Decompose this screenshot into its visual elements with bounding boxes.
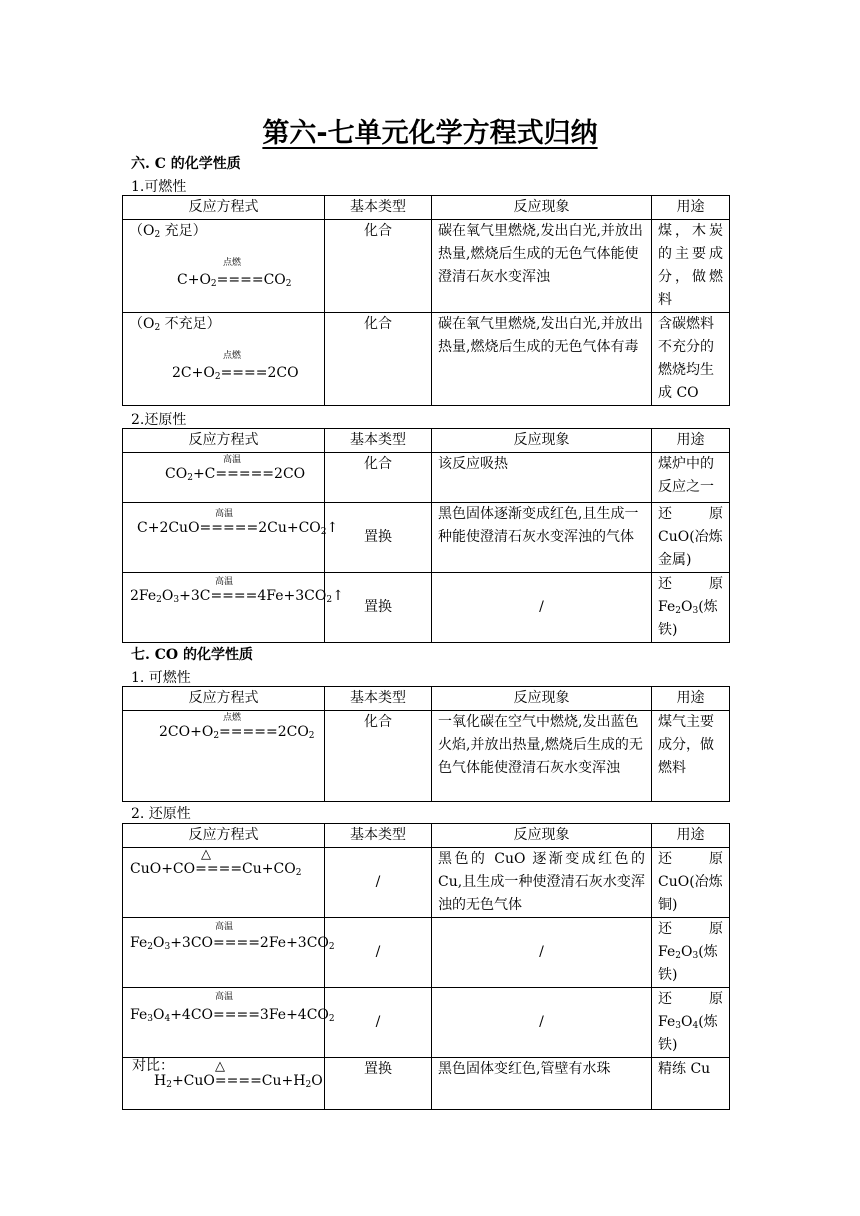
type-cell: 置换 xyxy=(325,1058,432,1110)
use-cell: 还原 $Fe_2O_3$(炼铁) xyxy=(652,918,730,988)
header-equation: 反应方程式 xyxy=(123,687,325,711)
header-phenomenon: 反应现象 xyxy=(432,429,652,453)
condition-note: （$O_2$ 充足） xyxy=(129,223,207,240)
header-use: 用途 xyxy=(652,824,730,848)
header-use: 用途 xyxy=(652,429,730,453)
header-phenomenon: 反应现象 xyxy=(432,687,652,711)
use-cell: 精练 Cu xyxy=(652,1058,730,1110)
table-header-row xyxy=(123,429,730,453)
phenomenon-cell: 一氧化碳在空气中燃烧,发出蓝色火焰,并放出热量,燃烧后生成的无色气体能使澄清石灰水变浑浊 xyxy=(432,711,652,802)
use-cell: 煤，木炭的主要成分，做燃料 xyxy=(652,220,730,313)
table-header-row xyxy=(123,196,730,220)
reaction-condition: 高温 xyxy=(215,577,234,587)
equation-text: $H_2+CuO====Cu+H_2O$ xyxy=(154,1073,323,1090)
reaction-condition: 高温 xyxy=(215,992,234,1002)
equation-cell xyxy=(123,453,325,503)
table-carbon-combustion xyxy=(122,195,730,406)
table-carbon-reduction xyxy=(122,428,730,643)
equation-text: $C+2CuO=====2Cu+CO_2↑$ xyxy=(137,520,339,537)
equation-text: $C+O_2====CO_2$ xyxy=(177,272,292,289)
type-cell: / xyxy=(325,988,432,1058)
use-cell: 煤炉中的反应之一 xyxy=(652,453,730,503)
header-equation: 反应方程式 xyxy=(123,429,325,453)
table-row xyxy=(123,313,730,406)
equation-text: $CuO+CO====Cu+CO_2$ xyxy=(130,861,302,878)
equation-cell xyxy=(123,848,325,918)
subheading-combustibility: 1.可燃性 xyxy=(131,179,187,195)
table-row xyxy=(123,573,730,643)
equation-cell xyxy=(123,503,339,573)
use-cell: 含碳燃料不充分的燃烧均生成 CO xyxy=(652,313,730,406)
phenomenon-cell: 黑色固体逐渐变成红色,且生成一种能使澄清石灰水变浑浊的气体 xyxy=(432,503,652,573)
table-header-row xyxy=(123,687,730,711)
reaction-condition: 点燃 xyxy=(223,258,242,268)
header-use: 用途 xyxy=(652,196,730,220)
subheading-combustibility: 1. 可燃性 xyxy=(131,670,191,686)
equation-cell xyxy=(123,573,344,643)
phenomenon-cell: 黑色固体变红色,管壁有水珠 xyxy=(432,1058,652,1110)
table-row xyxy=(123,453,730,503)
header-phenomenon: 反应现象 xyxy=(432,824,652,848)
phenomenon-cell: / xyxy=(432,573,652,643)
table-header-row xyxy=(123,824,730,848)
table-row xyxy=(123,848,730,918)
header-type: 基本类型 xyxy=(325,196,432,220)
phenomenon-cell: 该反应吸热 xyxy=(432,453,652,503)
phenomenon-cell: 黑色的 CuO 逐渐变成红色的 Cu,且生成一种使澄清石灰水变浑浊的无色气体 xyxy=(432,848,652,918)
use-cell: 还原 CuO(冶炼铜) xyxy=(652,848,730,918)
phenomenon-cell: / xyxy=(432,918,652,988)
type-cell: 置换 xyxy=(325,503,432,573)
page-title: 第六-七单元化学方程式归纳 xyxy=(262,118,598,149)
type-cell: 置换 xyxy=(325,573,432,643)
header-phenomenon: 反应现象 xyxy=(432,196,652,220)
equation-text: $2C+O_2====2CO$ xyxy=(172,365,299,382)
subheading-reducibility: 2. 还原性 xyxy=(131,806,191,822)
type-cell: 化合 xyxy=(325,313,432,406)
equation-cell xyxy=(123,711,325,802)
use-cell: 还原 $Fe_3O_4$(炼铁) xyxy=(652,988,730,1058)
table-row xyxy=(123,1058,730,1110)
reaction-condition: 高温 xyxy=(223,455,242,465)
table-co-combustion xyxy=(122,686,730,802)
header-equation: 反应方程式 xyxy=(123,824,325,848)
equation-cell xyxy=(123,918,335,988)
phenomenon-cell: / xyxy=(432,988,652,1058)
reaction-condition: 高温 xyxy=(215,922,234,932)
table-row xyxy=(123,988,730,1058)
table-row xyxy=(123,220,730,313)
header-equation: 反应方程式 xyxy=(123,196,325,220)
reaction-condition: 点燃 xyxy=(223,351,242,361)
reaction-condition: 点燃 xyxy=(223,713,242,723)
equation-text: $2Fe_2O_3+3C====4Fe+3CO_2↑$ xyxy=(130,588,344,605)
equation-cell xyxy=(123,313,325,406)
table-row xyxy=(123,918,730,988)
condition-note: （$O_2$ 不充足） xyxy=(129,316,221,333)
comparison-label: 对比： xyxy=(132,1058,174,1074)
equation-text: $Fe_3O_4+4CO====3Fe+4CO_2$ xyxy=(130,1007,335,1024)
use-cell: 还原 CuO(冶炼金属) xyxy=(652,503,730,573)
equation-cell xyxy=(123,220,325,313)
type-cell: / xyxy=(325,918,432,988)
section-heading-carbon: 六. C 的化学性质 xyxy=(131,156,241,172)
use-cell: 还原 $Fe_2O_3$(炼铁) xyxy=(652,573,730,643)
header-type: 基本类型 xyxy=(325,687,432,711)
equation-text: $Fe_2O_3+3CO====2Fe+3CO_2$ xyxy=(130,935,335,952)
phenomenon-cell: 碳在氧气里燃烧,发出白光,并放出热量,燃烧后生成的无色气体能使澄清石灰水变浑浊 xyxy=(432,220,652,313)
heating-symbol: △ xyxy=(201,847,211,862)
header-use: 用途 xyxy=(652,687,730,711)
type-cell: / xyxy=(325,848,432,918)
header-type: 基本类型 xyxy=(325,824,432,848)
type-cell: 化合 xyxy=(325,453,432,503)
table-row xyxy=(123,711,730,802)
equation-text: $2CO+O_2=====2CO_2$ xyxy=(159,724,315,741)
reaction-condition: 高温 xyxy=(215,509,234,519)
equation-cell xyxy=(123,1058,325,1110)
header-type: 基本类型 xyxy=(325,429,432,453)
subheading-reducibility: 2.还原性 xyxy=(131,412,187,428)
type-cell: 化合 xyxy=(325,711,432,802)
equation-cell xyxy=(123,988,335,1058)
use-cell: 煤气主要成分，做燃料 xyxy=(652,711,730,802)
equation-text: $CO_2+C=====2CO$ xyxy=(165,466,306,483)
phenomenon-cell: 碳在氧气里燃烧,发出白光,并放出热量,燃烧后生成的无色气体有毒 xyxy=(432,313,652,406)
table-row xyxy=(123,503,730,573)
section-heading-co: 七. CO 的化学性质 xyxy=(131,647,253,663)
type-cell: 化合 xyxy=(325,220,432,313)
heating-symbol: △ xyxy=(215,1059,225,1074)
table-co-reduction xyxy=(122,823,730,1110)
